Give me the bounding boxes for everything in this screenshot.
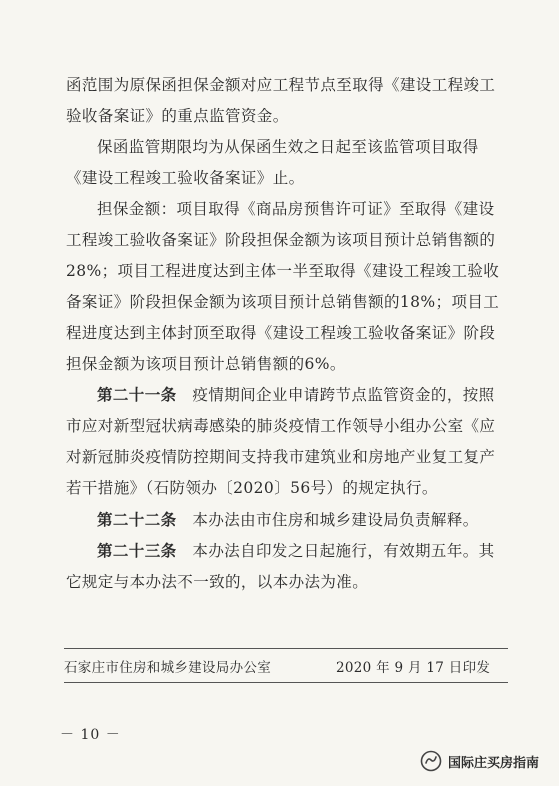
watermark bbox=[420, 748, 539, 774]
article-23-text: 本办法自印发之日起施行，有效期五年。其它规定与本办法不一致的，以本办法为准。 bbox=[66, 542, 495, 591]
wechat-official-account-icon bbox=[420, 750, 442, 772]
article-23 bbox=[66, 536, 502, 598]
watermark-text: 国际庄买房指南 bbox=[448, 755, 540, 771]
article-22-title: 第二十二条 bbox=[97, 511, 177, 529]
article-21 bbox=[66, 380, 502, 504]
article-23-title: 第二十三条 bbox=[97, 542, 177, 560]
article-21-title: 第二十一条 bbox=[97, 386, 177, 404]
footer-issuer: 石家庄市住房和城乡建设局办公室 bbox=[64, 660, 271, 676]
paragraph-guarantee-period: 保函监管期限均为从保函生效之日起至该监管项目取得《建设工程竣工验收备案证》止。 bbox=[66, 138, 479, 187]
article-22-text: 本办法由市住房和城乡建设局负责解释。 bbox=[192, 511, 479, 529]
paragraph-guarantee-scope: 函范围为原保函担保金额对应工程节点至取得《建设工程竣工验收备案证》的重点监管资金。 bbox=[66, 76, 496, 125]
paragraph-guarantee-amount: 担保金额：项目取得《商品房预售许可证》至取得《建设工程竣工验收备案证》阶段担保金额为该项目预计总销售额的28%；项目工程进度达到主体一半至取得《建设工程竣工验收备案证》阶段担保金额为该项目预计总销售额的18%；项目工程进度达到主体封顶至取得《建设工程竣工验收备案证》阶段担保金额为该项目预计总销售额的6%。 bbox=[66, 200, 500, 373]
footer-date: 2020 年 9 月 17 日印发 bbox=[336, 660, 491, 676]
footer-bottom-rule bbox=[64, 682, 508, 683]
footer-top-rule bbox=[64, 648, 508, 649]
article-21-text: 疫情期间企业申请跨节点监管资金的，按照市应对新型冠状病毒感染的肺炎疫情工作领导小组办公室《应对新冠肺炎疫情防控期间支持我市建筑业和房地产业复工复产若干措施》（石防领办〔2020〕56号）的规定执行。 bbox=[66, 386, 496, 497]
article-22 bbox=[66, 505, 502, 536]
page-number: － 10 － bbox=[60, 727, 121, 743]
